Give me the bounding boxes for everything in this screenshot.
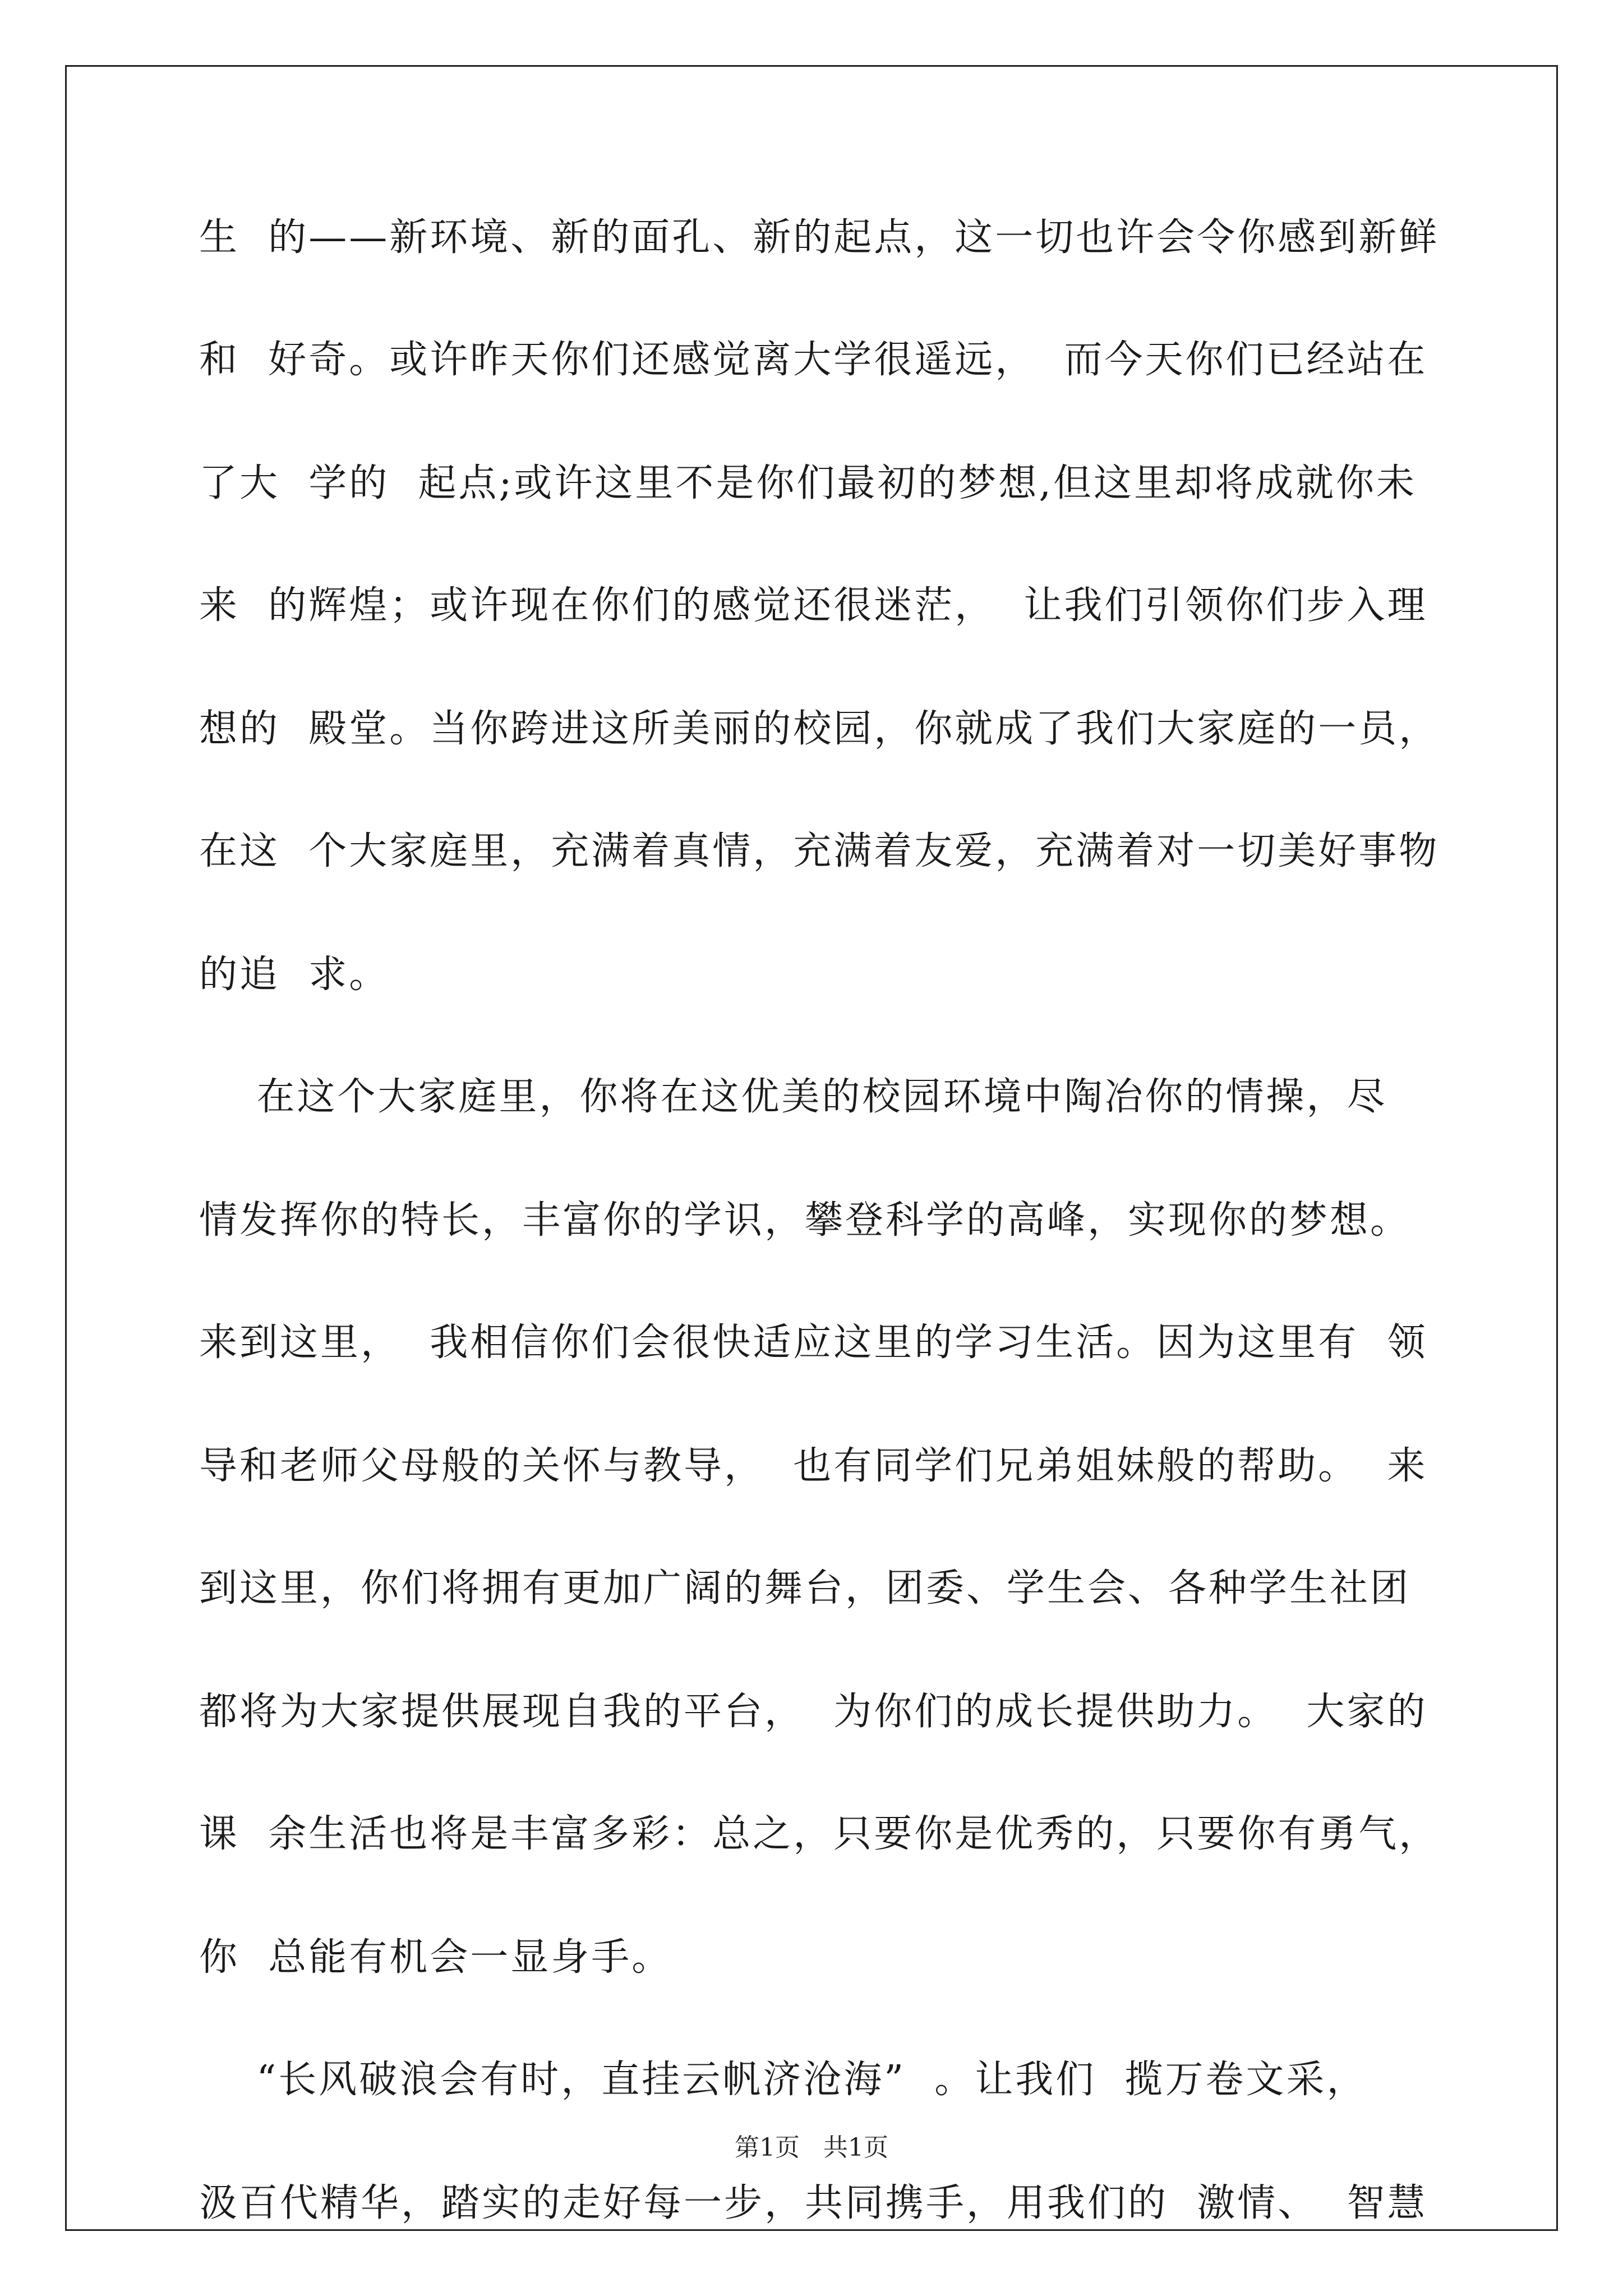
text-line: 你 总能有机会一显身手。 [199, 1935, 672, 1980]
text-line: 和 好奇。或许昨天你们还感觉离大学很遥远， 而今天你们已经站在 [199, 338, 1428, 382]
text-line: 在这个大家庭里，你将在这优美的校园环境中陶冶你的情操，尽 [199, 1075, 1387, 1119]
text-line: 课 余生活也将是丰富多彩：总之，只要你是优秀的，只要你有勇气， [199, 1812, 1440, 1856]
text-line: 的追 求。 [199, 953, 390, 997]
text-line: 来到这里， 我相信你们会很快适应这里的学习生活。因为这里有 领 [199, 1320, 1428, 1365]
page-footer: 第1页 共1页 [735, 2133, 888, 2162]
page-border [65, 65, 1558, 2231]
text-line: 生 的——新环境、新的面孔、新的起点，这一切也许会令你感到新鲜 [199, 215, 1440, 260]
text-line: 在这 个大家庭里，充满着真情，充满着友爱，充满着对一切美好事物 [199, 829, 1440, 873]
text-line: 情发挥你的特长，丰富你的学识，攀登科学的高峰，实现你的梦想。 [199, 1198, 1411, 1243]
text-line: 到这里，你们将拥有更加广阔的舞台，团委、学生会、各种学生社团 [199, 1566, 1411, 1611]
text-line: 来 的辉煌；或许现在你们的感觉还很迷茫， 让我们引领你们步入理 [199, 583, 1428, 628]
text-line: 导和老师父母般的关怀与教导， 也有同学们兄弟姐妹般的帮助。 来 [199, 1444, 1428, 1488]
text-line: 汲百代精华，踏实的走好每一步，共同携手，用我们的 激情、 智慧 [199, 2181, 1428, 2225]
text-line: “长风破浪会有时，直挂云帆济沧海” 。让我们 揽万卷文采， [199, 2058, 1367, 2102]
text-line: 想的 殿堂。当你跨进这所美丽的校园，你就成了我们大家庭的一员， [199, 707, 1440, 751]
text-line: 了大 学的 起点;或许这里不是你们最初的梦想,但这里却将成就你未 [199, 461, 1417, 505]
text-line: 都将为大家提供展现自我的平台， 为你们的成长提供助力。 大家的 [199, 1690, 1428, 1734]
